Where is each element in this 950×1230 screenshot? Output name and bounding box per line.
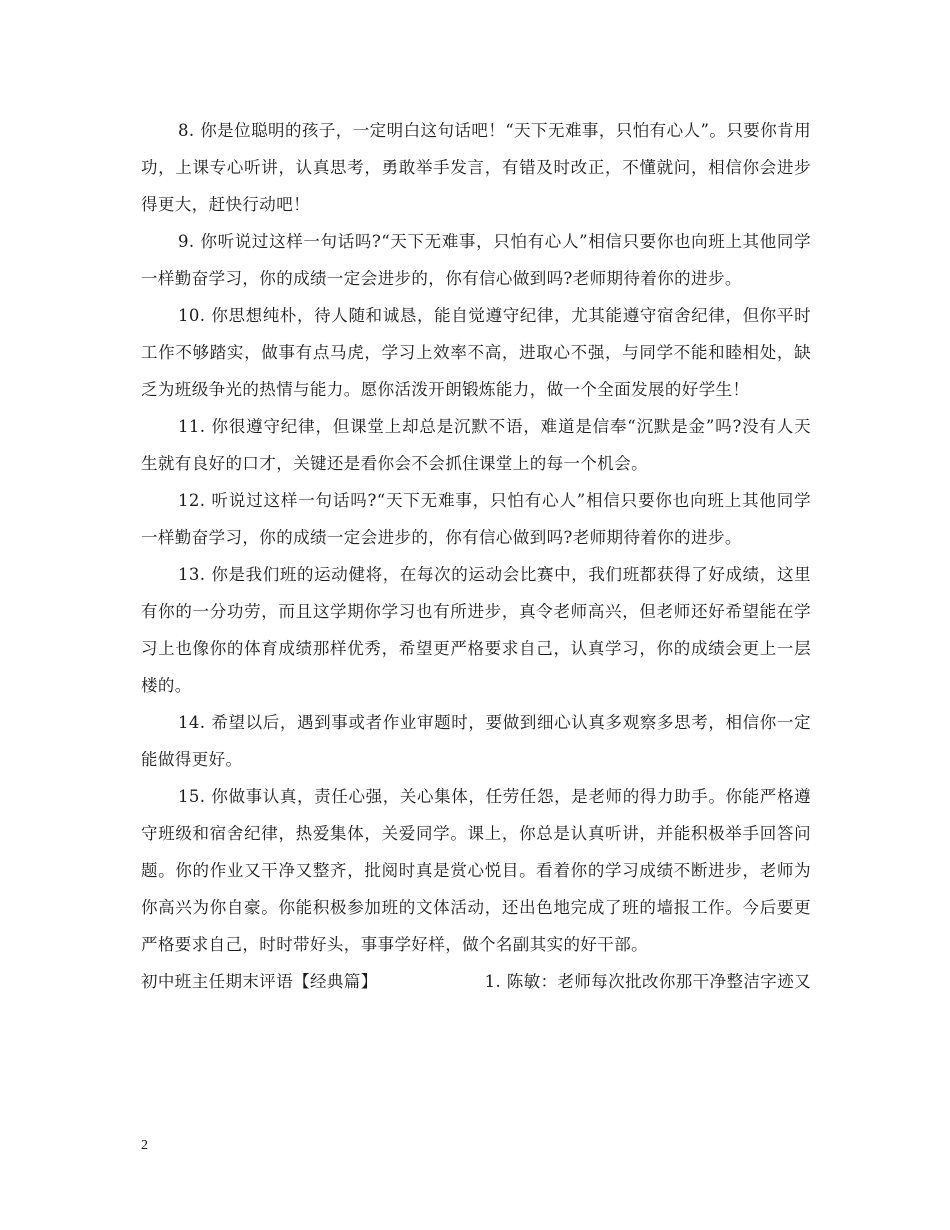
page-number: 2 [141, 1138, 148, 1153]
comment-paragraph-8: 8. 你是位聪明的孩子，一定明白这句话吧！“天下无难事，只怕有心人”。只要你肯用功，上课专心听讲，认真思考，勇敢举手发言，有错及时改正，不懂就问，相信你会进步得更大，赶快行动吧！ [141, 121, 811, 214]
comment-paragraph-10: 10. 你思想纯朴，待人随和诚恳，能自觉遵守纪律，尤其能遵守宿舍纪律，但你平时工作不够踏实，做事有点马虎，学习上效率不高，进取心不强，与同学不能和睦相处，缺乏为班级争光的热情与能力。愿你活泼开朗锻炼能力，做一个全面发展的好学生！ [141, 306, 811, 399]
comment-paragraph-15: 15. 你做事认真，责任心强，关心集体，任劳任怨，是老师的得力助手。你能严格遵守班级和宿舍纪律，热爱集体，关爱同学。课上，你总是认真听讲，并能积极举手回答问题。你的作业又干净又整齐，批阅时真是赏心悦目。看着你的学习成绩不断进步，老师为你高兴为你自豪。你能积极参加班的文体活动，还出色地完成了班的墙报工作。今后要更严格要求自己，时时带好头，事事学好样，做个名副其实的好干部。 [141, 787, 811, 954]
comment-paragraph-9: 9. 你听说过这样一句话吗?“天下无难事，只怕有心人”相信只要你也向班上其他同学一样勤奋学习，你的成绩一定会进步的，你有信心做到吗?老师期待着你的进步。 [141, 232, 811, 288]
section-first-comment: 1. 陈敏：老师每次批改你那干净整洁字迹又 [484, 972, 811, 991]
document-body [141, 112, 811, 1000]
comment-paragraph-11: 11. 你很遵守纪律，但课堂上却总是沉默不语，难道是信奉“沉默是金”吗?没有人天生就有良好的口才，关键还是看你会不会抓住课堂上的每一个机会。 [141, 417, 811, 473]
section-heading: 初中班主任期末评语【经典篇】 [141, 972, 378, 991]
section-tail-line [141, 963, 811, 1000]
comment-paragraph-14: 14. 希望以后，遇到事或者作业审题时，要做到细心认真多观察多思考，相信你一定能做得更好。 [141, 713, 811, 769]
comment-paragraph-12: 12. 听说过这样一句话吗?“天下无难事，只怕有心人”相信只要你也向班上其他同学一样勤奋学习，你的成绩一定会进步的，你有信心做到吗?老师期待着你的进步。 [141, 491, 811, 547]
comment-paragraph-13: 13. 你是我们班的运动健将，在每次的运动会比赛中，我们班都获得了好成绩，这里有你的一分功劳，而且这学期你学习也有所进步，真令老师高兴，但老师还好希望能在学习上也像你的体育成绩那样优秀，希望更严格要求自己，认真学习，你的成绩会更上一层楼的。 [141, 565, 811, 695]
